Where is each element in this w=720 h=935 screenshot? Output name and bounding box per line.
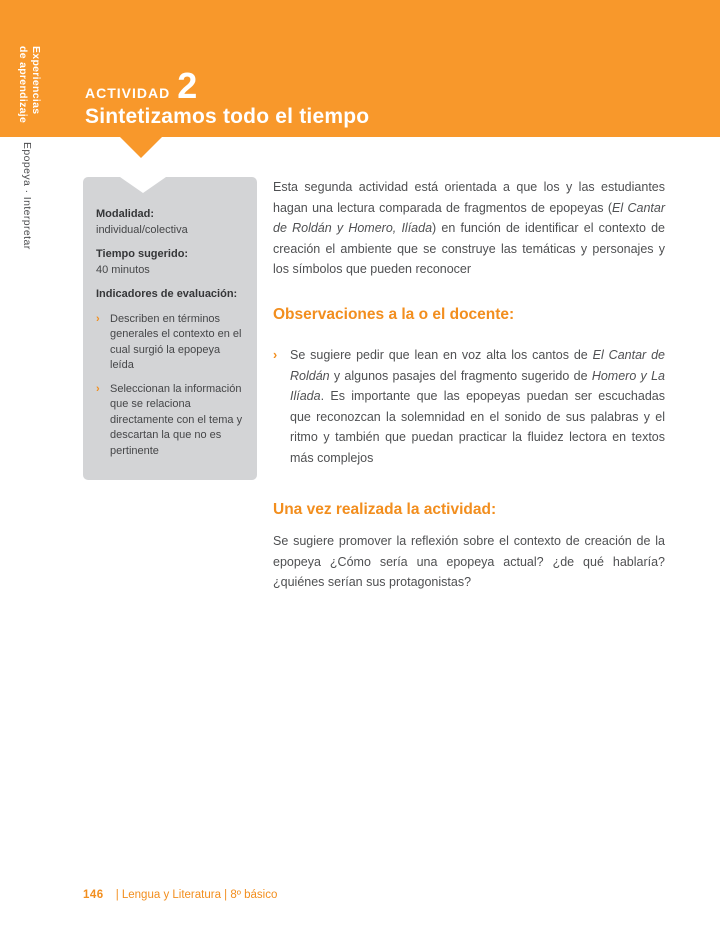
activity-number: 2 — [177, 65, 198, 106]
indicators-label: Indicadores de evaluación: — [96, 288, 238, 300]
bullet-chevron-icon: › — [96, 312, 100, 325]
intro-run1: Esta segunda actividad está orientada a que los y las estudiantes hagan una lectura comparada de fragmentos de epopeyas ( — [273, 180, 665, 215]
modality-item — [96, 207, 244, 238]
intro-run3: ) en función de identificar el contexto de creación el ambiente que se construye las temáticas y personajes y los símbolos que pueden reconocer — [273, 221, 665, 276]
after-activity-paragraph: Se sugiere promover la reflexión sobre el contexto de creación de la epopeya ¿Cómo sería una epopeya actual? ¿de qué hablaría? ¿quiénes serían sus protagonistas? — [273, 534, 665, 589]
indicators-item — [96, 287, 244, 303]
header-band — [0, 0, 720, 137]
obs-run5: . Es importante que las epopeyas puedan ser escuchadas que reconozcan la solemnidad en el sonido de sus palabras y el ritmo y también que puedan practicar la fluidez lectora en textos más complejos — [290, 389, 665, 465]
page-footer — [83, 889, 277, 901]
info-box-notch-icon — [120, 177, 166, 193]
indicator-row — [96, 312, 244, 374]
vertical-program-line2: de aprendizaje — [17, 46, 29, 124]
modality-value: individual/colectiva — [96, 223, 188, 236]
vertical-program-line1: Experiencias — [30, 46, 42, 115]
time-item — [96, 247, 244, 278]
modality-label: Modalidad: — [96, 208, 155, 220]
time-label: Tiempo sugerido: — [96, 248, 189, 260]
bullet-chevron-icon: › — [96, 382, 100, 395]
info-box — [83, 177, 257, 480]
page-number: 146 — [83, 889, 104, 901]
observations-bullet — [273, 345, 665, 468]
header-notch-icon — [120, 137, 162, 158]
observations-heading: Observaciones a la o el docente: — [273, 306, 515, 323]
vertical-program-label — [16, 46, 42, 138]
after-activity-heading: Una vez realizada la actividad: — [273, 501, 497, 518]
activity-kicker-row — [85, 65, 198, 106]
time-value: 40 minutos — [96, 263, 150, 276]
activity-title: Sintetizamos todo el tiempo — [85, 105, 370, 128]
indicator-text: Describen en términos generales el contexto en el cual surgió la epopeya leída — [110, 312, 242, 371]
obs-run1: Se sugiere pedir que lean en voz alta los cantos de — [290, 348, 593, 362]
indicator-text: Seleccionan la información que se relaciona directamente con el tema y descartan la que no es pertinente — [110, 382, 243, 457]
observations-text — [290, 345, 665, 468]
footer-book-info: | Lengua y Literatura | 8º básico — [115, 889, 278, 901]
obs-italic-2: Homero y La Ilíada — [290, 368, 665, 403]
obs-italic-1: El Cantar de Roldán — [290, 348, 666, 383]
indicator-row — [96, 382, 244, 460]
activity-kicker: ACTIVIDAD — [85, 85, 171, 101]
intro-italic: El Cantar de Roldán y Homero, Ilíada — [273, 200, 665, 235]
intro-paragraph — [273, 177, 665, 280]
obs-run3: y algunos pasajes del fragmento sugerido de — [329, 368, 592, 383]
bullet-chevron-icon: › — [273, 348, 278, 362]
vertical-unit-label: Epopeya · Interpretar — [21, 142, 33, 250]
